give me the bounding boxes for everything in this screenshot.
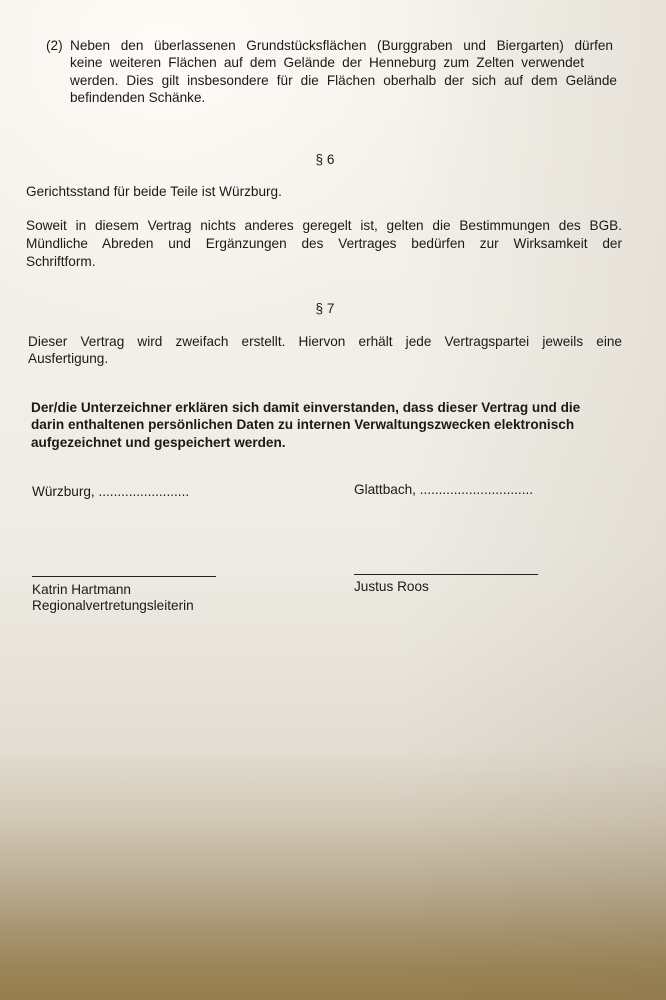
clause-2-line: werden. Dies gilt insbesondere für die Flächen oberhalb der sich auf dem Gelände	[70, 73, 617, 88]
consent-line: darin enthaltenen persönlichen Daten zu internen Verwaltungszwecken elektronisch	[31, 417, 575, 432]
section-heading: § 6	[315, 152, 335, 167]
section-7-paragraph-line: Dieser Vertrag wird zweifach erstellt. Hiervon erhält jede Vertragspartei jeweils eine	[28, 334, 622, 349]
clause-2-line: keine weiteren Flächen auf dem Gelände der Henneburg zum Zelten verwendet	[70, 55, 584, 70]
consent-line: Der/die Unterzeichner erklären sich damit einverstanden, dass dieser Vertrag und die	[31, 400, 581, 415]
section-heading: § 7	[315, 301, 335, 316]
consent-line: aufgezeichnet und gespeichert werden.	[31, 435, 286, 450]
section-6-paragraph-line: Soweit in diesem Vertrag nichts anderes geregelt ist, gelten die Bestimmungen des BGB.	[26, 218, 622, 233]
section-6-paragraph-line: Mündliche Abreden und Ergänzungen des Vertrages bedürfen zur Wirksamkeit der	[26, 236, 622, 251]
section-7-paragraph-line: Ausfertigung.	[28, 351, 109, 366]
clause-2-line: Neben den überlassenen Grundstücksflächen (Burggraben und Biergarten) dürfen	[70, 38, 613, 53]
clause-number: (2)	[46, 38, 63, 53]
section-6-paragraph-line: Schriftform.	[26, 254, 96, 269]
clause-2-line: befindenden Schänke.	[70, 90, 206, 105]
signature-line	[32, 576, 216, 577]
jurisdiction-text: Gerichtsstand für beide Teile ist Würzburg.	[26, 184, 282, 199]
signatory-name: Justus Roos	[354, 579, 429, 594]
signatory-name: Katrin Hartmann	[32, 582, 131, 597]
signatory-title: Regionalvertretungsleiterin	[32, 598, 194, 613]
signature-line	[354, 574, 538, 575]
place-date-field: Würzburg, ........................	[32, 484, 190, 499]
place-date-field: Glattbach, ..............................	[354, 482, 534, 497]
